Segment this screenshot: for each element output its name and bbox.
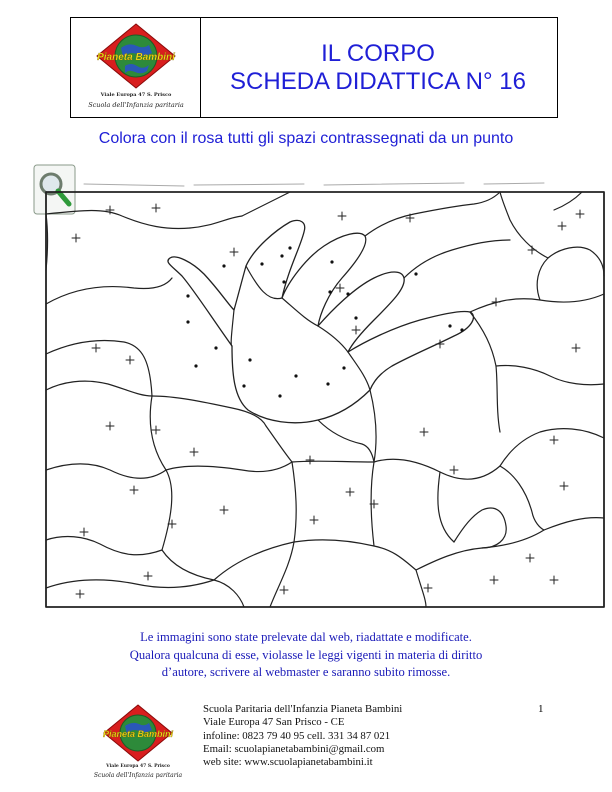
plus-marker (352, 326, 360, 334)
dot-marker (354, 316, 357, 319)
copyright-notice (0, 629, 612, 682)
plus-marker (280, 586, 288, 594)
plus-marker (126, 356, 134, 364)
dot-marker (280, 254, 283, 257)
dot-marker (282, 280, 285, 283)
plus-marker (424, 584, 432, 592)
email-address[interactable]: Email: scuolapianetabambini@gmail.com (203, 742, 385, 755)
dot-marker (260, 262, 263, 265)
notice-line-2: Qualora qualcuna di esse, violasse le leggi vigenti in materia di diritto (129, 647, 483, 662)
page-number: 1 (538, 703, 544, 715)
footer-logo-school: Scuola dell'Infanzia paritaria (93, 772, 183, 779)
notice-line-1: Le immagini sono state prelevate dal web, riadattate e modificate. (140, 630, 472, 644)
plus-marker (526, 554, 534, 562)
dot-marker (222, 264, 225, 267)
dot-marker (448, 324, 451, 327)
plus-marker (528, 246, 536, 254)
contact-info (203, 703, 402, 769)
plus-marker (152, 204, 160, 212)
logo-graphic (77, 22, 195, 92)
plus-marker (306, 456, 314, 464)
plus-marker (572, 344, 580, 352)
plus-marker (492, 298, 500, 306)
plus-marker (144, 572, 152, 580)
plus-marker (336, 284, 344, 292)
dot-marker (242, 384, 245, 387)
dot-marker (460, 328, 463, 331)
plus-marker (338, 212, 346, 220)
page-subtitle: SCHEDA DIDATTICA N° 16 (230, 68, 526, 95)
plus-marker (106, 422, 114, 430)
plus-marker (550, 436, 558, 444)
dot-marker (330, 260, 333, 263)
dot-marker (326, 382, 329, 385)
dot-marker (186, 294, 189, 297)
dot-marker (342, 366, 345, 369)
dot-marker (328, 290, 331, 293)
footer-logo (84, 703, 192, 789)
coloring-drawing (44, 170, 606, 610)
plus-marker (560, 482, 568, 490)
svg-text:Pianeta Bambini: Pianeta Bambini (102, 729, 174, 739)
logo-address: Viale Europa 47 S. Prisco (100, 92, 172, 98)
dot-marker (194, 364, 197, 367)
dot-marker (346, 292, 349, 295)
plus-marker (76, 590, 84, 598)
plus-marker (230, 248, 238, 256)
dot-marker (278, 394, 281, 397)
plus-marker (420, 428, 428, 436)
plus-marker (450, 466, 458, 474)
phone-numbers: infoline: 0823 79 40 95 cell. 331 34 87 021 (203, 729, 391, 742)
website-link[interactable]: web site: www.scuolapianetabambini.it (203, 756, 373, 769)
logo-school-name: Scuola dell'Infanzia paritaria (88, 101, 184, 109)
plus-marker (576, 210, 584, 218)
dot-marker (288, 246, 291, 249)
plus-marker (220, 506, 228, 514)
plus-marker (130, 486, 138, 494)
dot-marker (214, 346, 217, 349)
plus-marker (550, 576, 558, 584)
plus-marker (190, 448, 198, 456)
plus-marker (80, 528, 88, 536)
plus-marker (558, 222, 566, 230)
plus-marker (152, 426, 160, 434)
instruction-text: Colora con il rosa tutti gli spazi contrassegnati da un punto (98, 130, 514, 147)
school-address: Viale Europa 47 San Prisco - CE (203, 716, 345, 729)
plus-marker (310, 516, 318, 524)
svg-text:Pianeta Bambini: Pianeta Bambini (97, 52, 175, 63)
school-logo (77, 22, 195, 114)
notice-line-3: d’autore, scrivere al webmaster e saranno subito rimosse. (161, 665, 451, 679)
dot-marker (248, 358, 251, 361)
footer-logo-graphic (84, 703, 192, 765)
dot-marker (186, 320, 189, 323)
plus-marker (72, 234, 80, 242)
school-name: Scuola Paritaria dell'Infanzia Pianeta Bambini (203, 703, 403, 715)
footer-logo-address: Viale Europa 47 S. Prisco (106, 764, 170, 769)
page-title: IL CORPO (321, 40, 435, 67)
plus-marker (490, 576, 498, 584)
dot-marker (414, 272, 417, 275)
dot-marker (294, 374, 297, 377)
plus-marker (346, 488, 354, 496)
plus-marker (92, 344, 100, 352)
